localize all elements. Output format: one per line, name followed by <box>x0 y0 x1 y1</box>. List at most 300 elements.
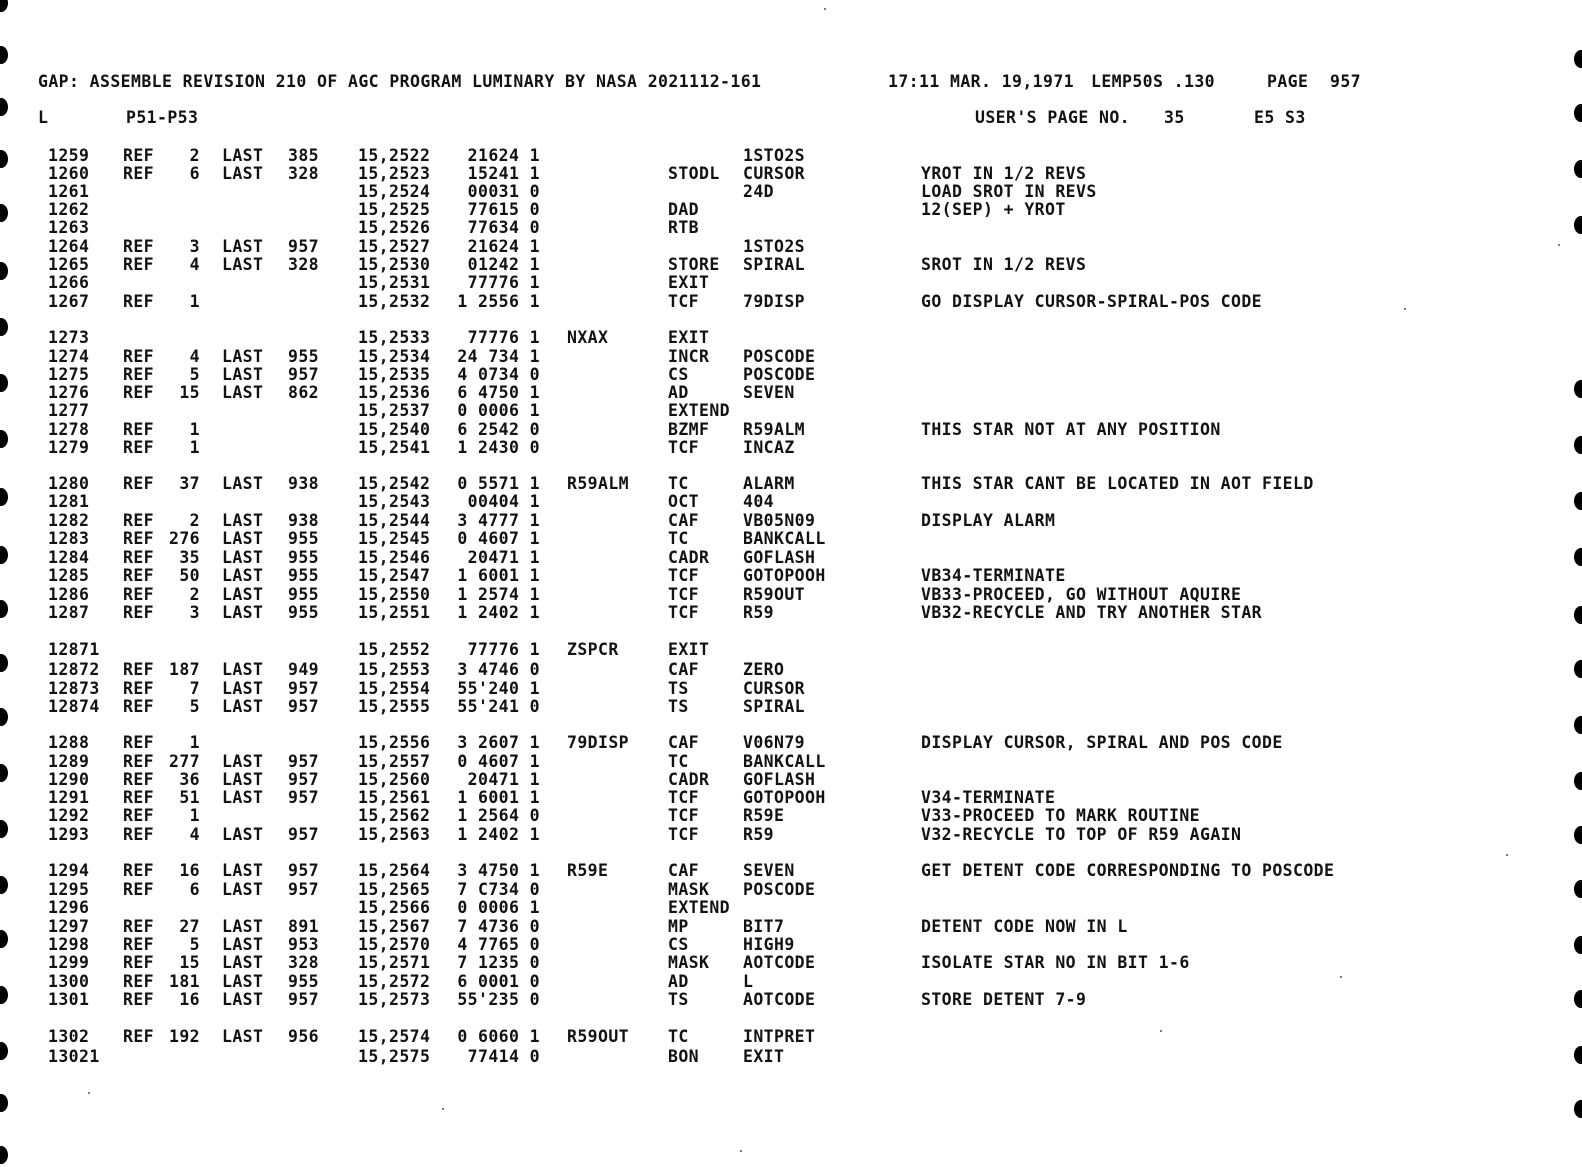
address: 15,2541 <box>358 438 431 457</box>
object-code: 3 4750 1 <box>457 861 540 880</box>
opcode: TCF <box>668 603 700 622</box>
last-page: 957 <box>288 697 320 716</box>
opcode: MASK <box>668 953 710 972</box>
object-code: 77776 1 <box>467 640 540 659</box>
address: 15,2574 <box>358 1027 431 1046</box>
last-page: 957 <box>288 752 320 771</box>
table-row <box>0 1047 1582 1067</box>
line-number: 1287 <box>48 603 90 622</box>
ref-label: REF <box>123 806 155 825</box>
address: 15,2561 <box>358 788 431 807</box>
last-label: LAST <box>222 566 264 585</box>
opcode: AD <box>668 383 689 402</box>
symbol-label: NXAX <box>567 328 609 347</box>
tractor-hole <box>1574 50 1582 68</box>
opcode: OCT <box>668 492 700 511</box>
opcode: BZMF <box>668 420 710 439</box>
last-label: LAST <box>222 474 264 493</box>
address: 15,2550 <box>358 585 431 604</box>
line-number: 1264 <box>48 237 90 256</box>
last-page: 328 <box>288 255 320 274</box>
line-number: 12872 <box>48 660 100 679</box>
opcode: CADR <box>668 548 710 567</box>
line-number: 1293 <box>48 825 90 844</box>
ref-count: 5 <box>189 935 200 954</box>
header-page-label: PAGE <box>1267 72 1309 91</box>
table-row <box>0 898 1582 918</box>
last-label: LAST <box>222 347 264 366</box>
object-code: 0 0006 1 <box>457 401 540 420</box>
line-number: 1275 <box>48 365 90 384</box>
opcode: TS <box>668 990 689 1009</box>
address: 15,2552 <box>358 640 431 659</box>
address: 15,2542 <box>358 474 431 493</box>
opcode: TC <box>668 529 689 548</box>
header-datetime: 17:11 MAR. 19,1971 <box>888 72 1075 91</box>
table-row <box>0 972 1582 992</box>
subheader-marker: L <box>38 108 49 127</box>
last-page: 957 <box>288 365 320 384</box>
comment: DETENT CODE NOW IN L <box>921 917 1128 936</box>
table-row <box>0 200 1582 220</box>
tractor-hole <box>1574 1100 1582 1118</box>
ref-count: 1 <box>189 806 200 825</box>
operand: BANKCALL <box>743 529 826 548</box>
listing-code: E5 S3 <box>1254 108 1306 127</box>
line-number: 1296 <box>48 898 90 917</box>
line-number: 1282 <box>48 511 90 530</box>
line-number: 1277 <box>48 401 90 420</box>
address: 15,2532 <box>358 292 431 311</box>
opcode: STORE <box>668 255 720 274</box>
last-page: 956 <box>288 1027 320 1046</box>
line-number: 1278 <box>48 420 90 439</box>
address: 15,2555 <box>358 697 431 716</box>
ref-label: REF <box>123 603 155 622</box>
line-number: 1279 <box>48 438 90 457</box>
address: 15,2571 <box>358 953 431 972</box>
ref-label: REF <box>123 697 155 716</box>
ref-count: 15 <box>179 383 200 402</box>
comment: STORE DETENT 7-9 <box>921 990 1087 1009</box>
table-row <box>0 273 1582 293</box>
address: 15,2531 <box>358 273 431 292</box>
table-row <box>0 548 1582 568</box>
object-code: 1 6001 1 <box>457 566 540 585</box>
table-row <box>0 328 1582 348</box>
ref-count: 7 <box>189 679 200 698</box>
operand: 1STO2S <box>743 237 806 256</box>
comment: VB33-PROCEED, GO WITHOUT AQUIRE <box>921 585 1242 604</box>
operand: SPIRAL <box>743 255 806 274</box>
address: 15,2534 <box>358 347 431 366</box>
object-code: 0 0006 1 <box>457 898 540 917</box>
ref-count: 2 <box>189 585 200 604</box>
object-code: 0 4607 1 <box>457 529 540 548</box>
operand: VB05N09 <box>743 511 816 530</box>
operand: GOTOPOOH <box>743 788 826 807</box>
object-code: 7 C734 0 <box>457 880 540 899</box>
ref-label: REF <box>123 146 155 165</box>
opcode: TCF <box>668 788 700 807</box>
tractor-hole <box>0 46 8 64</box>
ref-count: 276 <box>168 529 200 548</box>
opcode: CADR <box>668 770 710 789</box>
address: 15,2563 <box>358 825 431 844</box>
last-label: LAST <box>222 697 264 716</box>
last-label: LAST <box>222 237 264 256</box>
operand: INTPRET <box>743 1027 816 1046</box>
line-number: 1285 <box>48 566 90 585</box>
operand: SEVEN <box>743 861 795 880</box>
table-row <box>0 953 1582 973</box>
last-page: 955 <box>288 585 320 604</box>
opcode: EXTEND <box>668 401 731 420</box>
comment: GET DETENT CODE CORRESPONDING TO POSCODE <box>921 861 1335 880</box>
address: 15,2566 <box>358 898 431 917</box>
object-code: 0 5571 1 <box>457 474 540 493</box>
table-row <box>0 770 1582 790</box>
speck <box>88 1092 90 1094</box>
object-code: 77776 1 <box>467 273 540 292</box>
line-number: 1262 <box>48 200 90 219</box>
operand: R59E <box>743 806 785 825</box>
ref-label: REF <box>123 660 155 679</box>
table-row <box>0 603 1582 623</box>
opcode: TCF <box>668 292 700 311</box>
section-label: P51-P53 <box>126 108 199 127</box>
object-code: 77615 0 <box>467 200 540 219</box>
tractor-hole <box>0 1094 8 1112</box>
last-label: LAST <box>222 990 264 1009</box>
opcode: CAF <box>668 660 700 679</box>
table-row <box>0 697 1582 717</box>
address: 15,2564 <box>358 861 431 880</box>
last-page: 957 <box>288 237 320 256</box>
ref-label: REF <box>123 566 155 585</box>
opcode: EXTEND <box>668 898 731 917</box>
ref-count: 15 <box>179 953 200 972</box>
header-line <box>0 72 1582 92</box>
line-number: 1297 <box>48 917 90 936</box>
address: 15,2543 <box>358 492 431 511</box>
ref-count: 277 <box>168 752 200 771</box>
address: 15,2524 <box>358 182 431 201</box>
table-row <box>0 218 1582 238</box>
tractor-hole <box>1574 716 1582 734</box>
table-row <box>0 401 1582 421</box>
object-code: 7 1235 0 <box>457 953 540 972</box>
table-row <box>0 347 1582 367</box>
last-page: 955 <box>288 566 320 585</box>
line-number: 1265 <box>48 255 90 274</box>
ref-count: 187 <box>168 660 200 679</box>
table-row <box>0 164 1582 184</box>
symbol-label: R59ALM <box>567 474 630 493</box>
table-row <box>0 917 1582 937</box>
opcode: CS <box>668 935 689 954</box>
address: 15,2546 <box>358 548 431 567</box>
comment: ISOLATE STAR NO IN BIT 1-6 <box>921 953 1190 972</box>
opcode: TCF <box>668 585 700 604</box>
object-code: 1 2402 1 <box>457 825 540 844</box>
object-code: 21624 1 <box>467 146 540 165</box>
ref-label: REF <box>123 880 155 899</box>
opcode: MP <box>668 917 689 936</box>
address: 15,2547 <box>358 566 431 585</box>
operand: CURSOR <box>743 679 806 698</box>
ref-label: REF <box>123 365 155 384</box>
last-label: LAST <box>222 752 264 771</box>
address: 15,2544 <box>358 511 431 530</box>
ref-label: REF <box>123 292 155 311</box>
comment: V32-RECYCLE TO TOP OF R59 AGAIN <box>921 825 1242 844</box>
last-page: 891 <box>288 917 320 936</box>
last-label: LAST <box>222 548 264 567</box>
table-row <box>0 529 1582 549</box>
ref-label: REF <box>123 935 155 954</box>
comment: THIS STAR CANT BE LOCATED IN AOT FIELD <box>921 474 1314 493</box>
table-row <box>0 861 1582 881</box>
last-page: 328 <box>288 953 320 972</box>
table-row <box>0 990 1582 1010</box>
address: 15,2567 <box>358 917 431 936</box>
line-number: 13021 <box>48 1047 100 1066</box>
last-label: LAST <box>222 825 264 844</box>
ref-count: 16 <box>179 990 200 1009</box>
header-page-number: 957 <box>1330 72 1362 91</box>
comment: THIS STAR NOT AT ANY POSITION <box>921 420 1221 439</box>
ref-count: 5 <box>189 365 200 384</box>
object-code: 77776 1 <box>467 328 540 347</box>
ref-label: REF <box>123 237 155 256</box>
table-row <box>0 1027 1582 1047</box>
table-row <box>0 438 1582 458</box>
speck <box>824 8 826 10</box>
comment: VB32-RECYCLE AND TRY ANOTHER STAR <box>921 603 1263 622</box>
address: 15,2572 <box>358 972 431 991</box>
line-number: 1261 <box>48 182 90 201</box>
line-number: 1291 <box>48 788 90 807</box>
ref-count: 50 <box>179 566 200 585</box>
ref-label: REF <box>123 347 155 366</box>
table-row <box>0 420 1582 440</box>
ref-label: REF <box>123 383 155 402</box>
last-page: 957 <box>288 679 320 698</box>
opcode: MASK <box>668 880 710 899</box>
opcode: TS <box>668 679 689 698</box>
ref-label: REF <box>123 585 155 604</box>
ref-label: REF <box>123 548 155 567</box>
address: 15,2562 <box>358 806 431 825</box>
last-label: LAST <box>222 972 264 991</box>
header-title: GAP: ASSEMBLE REVISION 210 OF AGC PROGRAM LUMINARY BY NASA 2021112-161 <box>38 72 762 91</box>
ref-count: 1 <box>189 292 200 311</box>
ref-count: 1 <box>189 420 200 439</box>
comment: YROT IN 1/2 REVS <box>921 164 1087 183</box>
last-label: LAST <box>222 917 264 936</box>
comment: LOAD SROT IN REVS <box>921 182 1097 201</box>
table-row <box>0 880 1582 900</box>
address: 15,2553 <box>358 660 431 679</box>
table-row <box>0 788 1582 808</box>
address: 15,2554 <box>358 679 431 698</box>
object-code: 1 2564 0 <box>457 806 540 825</box>
address: 15,2557 <box>358 752 431 771</box>
ref-count: 51 <box>179 788 200 807</box>
users-page-number: 35 <box>1164 108 1185 127</box>
last-label: LAST <box>222 770 264 789</box>
operand: ALARM <box>743 474 795 493</box>
line-number: 1290 <box>48 770 90 789</box>
address: 15,2530 <box>358 255 431 274</box>
address: 15,2556 <box>358 733 431 752</box>
ref-count: 5 <box>189 697 200 716</box>
opcode: TC <box>668 474 689 493</box>
line-number: 1298 <box>48 935 90 954</box>
line-number: 1266 <box>48 273 90 292</box>
opcode: EXIT <box>668 328 710 347</box>
opcode: RTB <box>668 218 700 237</box>
operand: 404 <box>743 492 775 511</box>
last-label: LAST <box>222 935 264 954</box>
last-label: LAST <box>222 788 264 807</box>
table-row <box>0 806 1582 826</box>
ref-label: REF <box>123 788 155 807</box>
line-number: 1284 <box>48 548 90 567</box>
speck <box>442 1108 444 1110</box>
last-page: 957 <box>288 770 320 789</box>
address: 15,2535 <box>358 365 431 384</box>
ref-label: REF <box>123 438 155 457</box>
line-number: 1260 <box>48 164 90 183</box>
operand: 79DISP <box>743 292 806 311</box>
last-page: 938 <box>288 511 320 530</box>
opcode: TCF <box>668 825 700 844</box>
ref-label: REF <box>123 733 155 752</box>
operand: R59ALM <box>743 420 806 439</box>
table-row <box>0 255 1582 275</box>
line-number: 1280 <box>48 474 90 493</box>
object-code: 3 2607 1 <box>457 733 540 752</box>
table-row <box>0 733 1582 753</box>
object-code: 6 4750 1 <box>457 383 540 402</box>
last-label: LAST <box>222 255 264 274</box>
last-page: 385 <box>288 146 320 165</box>
address: 15,2560 <box>358 770 431 789</box>
opcode: TS <box>668 697 689 716</box>
last-page: 955 <box>288 529 320 548</box>
operand: R59OUT <box>743 585 806 604</box>
last-label: LAST <box>222 660 264 679</box>
operand: GOFLASH <box>743 548 816 567</box>
operand: EXIT <box>743 1047 785 1066</box>
ref-count: 1 <box>189 733 200 752</box>
table-row <box>0 383 1582 403</box>
opcode: CAF <box>668 733 700 752</box>
line-number: 12874 <box>48 697 100 716</box>
ref-count: 3 <box>189 603 200 622</box>
symbol-label: 79DISP <box>567 733 630 752</box>
object-code: 4 7765 0 <box>457 935 540 954</box>
ref-label: REF <box>123 529 155 548</box>
comment: 12(SEP) + YROT <box>921 200 1066 219</box>
ref-label: REF <box>123 953 155 972</box>
operand: R59 <box>743 825 775 844</box>
line-number: 1302 <box>48 1027 90 1046</box>
opcode: TC <box>668 752 689 771</box>
line-number: 1263 <box>48 218 90 237</box>
table-row <box>0 492 1582 512</box>
address: 15,2526 <box>358 218 431 237</box>
symbol-label: ZSPCR <box>567 640 619 659</box>
speck <box>1506 854 1508 856</box>
symbol-label: R59OUT <box>567 1027 630 1046</box>
opcode: TCF <box>668 806 700 825</box>
last-label: LAST <box>222 861 264 880</box>
object-code: 55'235 0 <box>457 990 540 1009</box>
object-code: 21624 1 <box>467 237 540 256</box>
last-label: LAST <box>222 146 264 165</box>
last-page: 955 <box>288 972 320 991</box>
ref-count: 4 <box>189 255 200 274</box>
ref-label: REF <box>123 511 155 530</box>
comment: VB34-TERMINATE <box>921 566 1066 585</box>
address: 15,2527 <box>358 237 431 256</box>
operand: POSCODE <box>743 365 816 384</box>
table-row <box>0 146 1582 166</box>
object-code: 3 4746 0 <box>457 660 540 679</box>
object-code: 3 4777 1 <box>457 511 540 530</box>
ref-label: REF <box>123 474 155 493</box>
opcode: EXIT <box>668 640 710 659</box>
ref-count: 4 <box>189 347 200 366</box>
operand: AOTCODE <box>743 953 816 972</box>
line-number: 1267 <box>48 292 90 311</box>
object-code: 00404 1 <box>467 492 540 511</box>
object-code: 1 2574 1 <box>457 585 540 604</box>
address: 15,2522 <box>358 146 431 165</box>
last-label: LAST <box>222 511 264 530</box>
object-code: 0 4607 1 <box>457 752 540 771</box>
tractor-hole <box>0 0 8 12</box>
operand: CURSOR <box>743 164 806 183</box>
comment: DISPLAY CURSOR, SPIRAL AND POS CODE <box>921 733 1283 752</box>
last-page: 938 <box>288 474 320 493</box>
line-number: 1274 <box>48 347 90 366</box>
ref-count: 37 <box>179 474 200 493</box>
header-file: LEMP50S .130 <box>1091 72 1216 91</box>
ref-count: 6 <box>189 164 200 183</box>
address: 15,2523 <box>358 164 431 183</box>
object-code: 00031 0 <box>467 182 540 201</box>
last-label: LAST <box>222 953 264 972</box>
ref-label: REF <box>123 164 155 183</box>
line-number: 1289 <box>48 752 90 771</box>
ref-count: 1 <box>189 438 200 457</box>
opcode: INCR <box>668 347 710 366</box>
ref-count: 35 <box>179 548 200 567</box>
address: 15,2540 <box>358 420 431 439</box>
operand: 24D <box>743 182 775 201</box>
speck <box>740 1150 742 1152</box>
line-number: 1299 <box>48 953 90 972</box>
line-number: 1259 <box>48 146 90 165</box>
object-code: 1 2556 1 <box>457 292 540 311</box>
ref-label: REF <box>123 770 155 789</box>
line-number: 1283 <box>48 529 90 548</box>
table-row <box>0 640 1582 660</box>
